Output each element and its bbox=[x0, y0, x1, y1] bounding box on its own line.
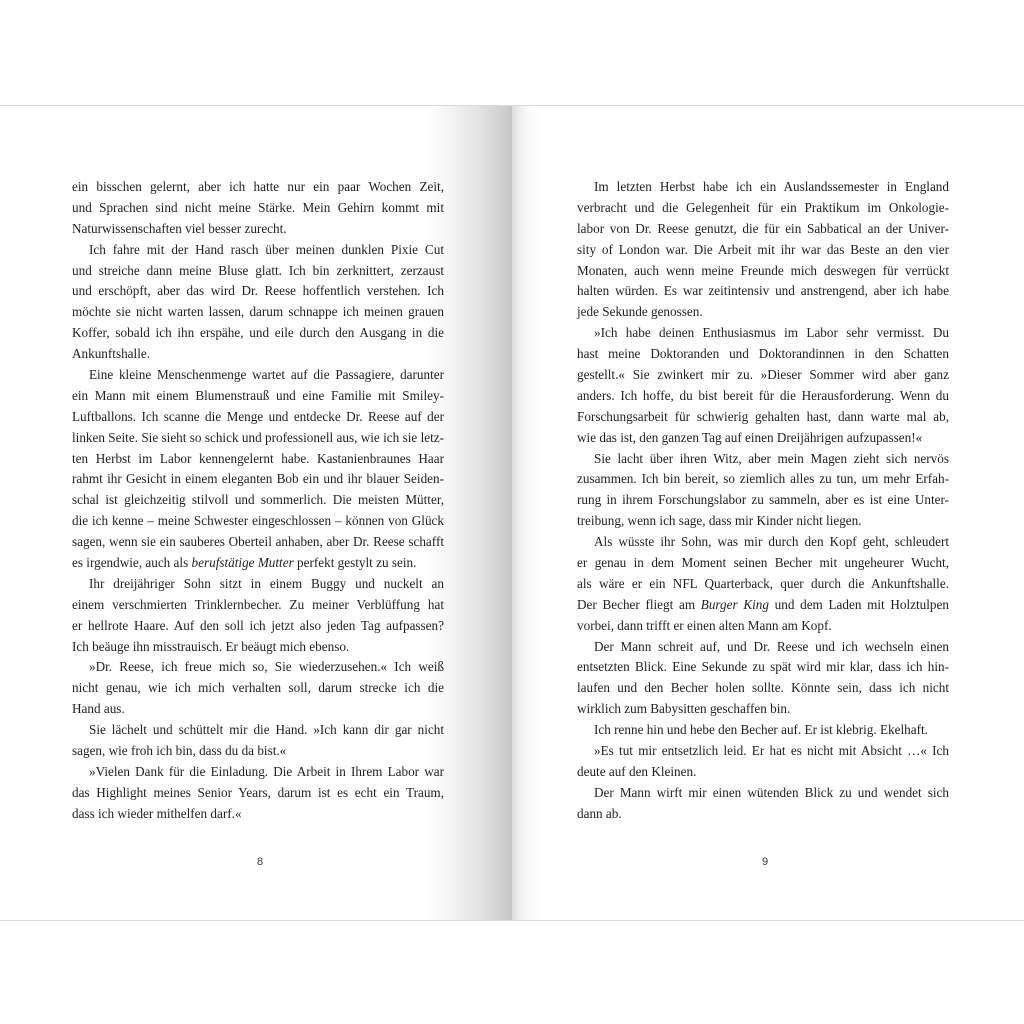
text-line bbox=[577, 720, 949, 741]
text-line bbox=[577, 595, 949, 616]
text-run: sagen, wie froh ich bin, dass du da bist.« bbox=[72, 743, 287, 759]
text-run: entsetzten Blick. Eine Sekunde zu spät wird mir klar, dass ich hin- bbox=[577, 659, 949, 675]
right-page-number: 9 bbox=[761, 856, 769, 868]
text-line bbox=[577, 240, 949, 261]
text-line bbox=[72, 637, 444, 658]
text-line bbox=[577, 281, 949, 302]
text-line bbox=[577, 407, 949, 428]
text-run: perfekt gestylt zu sein. bbox=[293, 555, 417, 571]
text-run: jede Sekunde genossen. bbox=[577, 304, 703, 320]
text-line bbox=[577, 532, 949, 553]
text-run: Ich renne hin und hebe den Becher auf. Er ist klebrig. Ekelhaft. bbox=[594, 722, 928, 738]
text-line bbox=[72, 657, 444, 678]
text-line bbox=[577, 428, 949, 449]
text-run: dann ab. bbox=[577, 805, 622, 821]
text-line bbox=[577, 741, 949, 762]
text-line bbox=[72, 553, 444, 574]
text-line bbox=[577, 365, 949, 386]
text-line bbox=[72, 762, 444, 783]
text-run: anders. Ich hoffe, du bist bereit für die Herausforderung. Wenn du bbox=[577, 387, 949, 403]
text-run: es irgendwie, auch als bbox=[72, 555, 192, 571]
text-line bbox=[72, 532, 444, 553]
text-line bbox=[577, 219, 949, 240]
text-run: Eine kleine Menschenmenge wartet auf die Passagiere, darunter bbox=[89, 367, 444, 383]
text-line bbox=[72, 616, 444, 637]
left-page bbox=[0, 106, 512, 920]
text-line bbox=[577, 783, 949, 804]
text-run: wie das ist, den ganzen Tag auf einen Dreijährigen aufzupassen!« bbox=[577, 429, 923, 445]
text-line bbox=[577, 678, 949, 699]
text-line bbox=[72, 595, 444, 616]
text-run: »Ich habe deinen Enthusiasmus im Labor sehr vermisst. Du bbox=[594, 325, 949, 341]
text-run: Naturwissenschaften viel besser zurecht. bbox=[72, 220, 287, 236]
text-line bbox=[72, 302, 444, 323]
text-line bbox=[72, 240, 444, 261]
text-line bbox=[72, 490, 444, 511]
text-run: hast meine Doktoranden und Doktorandinnen in den Schatten bbox=[577, 346, 949, 362]
text-line bbox=[577, 449, 949, 470]
left-page-text bbox=[72, 177, 444, 825]
text-line bbox=[577, 511, 949, 532]
text-line bbox=[72, 177, 444, 198]
text-run: dass ich wieder mithelfen darf.« bbox=[72, 805, 242, 821]
text-line bbox=[72, 407, 444, 428]
text-line bbox=[577, 553, 949, 574]
text-line bbox=[72, 699, 444, 720]
text-run: schal ist gleichzeitig stilvoll und sommerlich. Die meisten Mütter, bbox=[72, 492, 444, 508]
text-line bbox=[577, 804, 949, 825]
text-run: verbracht und die Gelegenheit für ein Praktikum im Onkologie- bbox=[577, 199, 949, 215]
text-line bbox=[577, 490, 949, 511]
text-run: wirklich zum Babysitten geschaffen bin. bbox=[577, 701, 791, 717]
text-line bbox=[72, 428, 444, 449]
text-run: Ich beäuge ihn misstrauisch. Er beäugt mich ebenso. bbox=[72, 638, 350, 654]
text-line bbox=[577, 657, 949, 678]
text-line bbox=[72, 741, 444, 762]
text-line bbox=[577, 386, 949, 407]
text-run: die ich kenne – meine Schwester eingeschlossen – können von Glück bbox=[72, 513, 444, 529]
text-run: Als wüsste ihr Sohn, was mir durch den Kopf geht, schleudert bbox=[594, 534, 949, 550]
text-line bbox=[72, 678, 444, 699]
text-run: und erschöpft, aber das wird Dr. Reese hoffentlich verstehen. Ich bbox=[72, 283, 444, 299]
text-run: ein Mann mit einem Blumenstrauß und eine Familie mit Smiley- bbox=[72, 387, 444, 403]
text-run: und Sprachen sind nicht meine Stärke. Mein Gehirn kommt mit bbox=[72, 199, 444, 215]
text-run: er hellrote Haare. Auf den soll ich jetzt also jeden Tag aufpassen? bbox=[72, 617, 444, 633]
text-run: labor von Dr. Reese genutzt, die für ein Sabbatical an der Univer- bbox=[577, 220, 949, 236]
text-run: »Es tut mir entsetzlich leid. Er hat es nicht mit Absicht …« Ich bbox=[594, 743, 949, 759]
right-page bbox=[512, 106, 1024, 920]
text-line bbox=[72, 469, 444, 490]
text-run: Hand aus. bbox=[72, 701, 125, 717]
text-run: Der Mann schreit auf, und Dr. Reese und ich wechseln einen bbox=[594, 638, 949, 654]
text-run: und streiche dann meine Bluse glatt. Ich bin zerknittert, zerzaust bbox=[72, 262, 444, 278]
text-line bbox=[577, 574, 949, 595]
text-line bbox=[72, 365, 444, 386]
text-run: Der Becher fliegt am bbox=[577, 596, 701, 612]
text-run: vorbei, dann trifft er einen alten Mann am Kopf. bbox=[577, 617, 832, 633]
text-line bbox=[72, 511, 444, 532]
text-line bbox=[72, 804, 444, 825]
text-line bbox=[577, 699, 949, 720]
text-run: ein bisschen gelernt, aber ich hatte nur ein paar Wochen Zeit, bbox=[72, 179, 444, 194]
text-run: zusammen. Ich bin bereit, so ziemlich alles zu tun, um mehr Erfah- bbox=[577, 471, 949, 487]
text-line bbox=[72, 344, 444, 365]
emphasis-text: berufstätige Mutter bbox=[191, 555, 294, 571]
text-line bbox=[72, 720, 444, 741]
book-spread bbox=[0, 105, 1024, 921]
text-run: sity of London war. Die Arbeit mit ihr war das Beste an den vier bbox=[577, 241, 949, 257]
text-run: Im letzten Herbst habe ich ein Auslandssemester in England bbox=[594, 179, 949, 194]
text-run: Sie lacht über ihren Witz, aber mein Magen zieht sich nervös bbox=[594, 450, 949, 466]
text-line bbox=[72, 449, 444, 470]
text-run: nicht genau, wie ich mich verhalten soll, darum strecke ich die bbox=[72, 680, 444, 696]
text-line bbox=[72, 783, 444, 804]
text-run: Der Mann wirft mir einen wütenden Blick zu und wendet sich bbox=[594, 784, 949, 800]
text-line bbox=[577, 261, 949, 282]
text-run: das Highlight meines Senior Years, darum ist es echt ein Traum, bbox=[72, 784, 444, 800]
text-run: halten würden. Es war zeitintensiv und anstrengend, aber ich habe bbox=[577, 283, 949, 299]
text-run: »Vielen Dank für die Einladung. Die Arbeit in Ihrem Labor war bbox=[89, 763, 444, 779]
text-line bbox=[72, 281, 444, 302]
text-line bbox=[577, 637, 949, 658]
text-run: laufen und den Becher holen sollte. Könnte sein, dass ich nicht bbox=[577, 680, 949, 696]
text-run: möchte sie nicht warten lassen, darum schnappe ich meinen grauen bbox=[72, 304, 444, 320]
text-line bbox=[72, 574, 444, 595]
text-run: rahmt ihr Gesicht in einem eleganten Bob ein und ihr blauer Seiden- bbox=[72, 471, 444, 487]
text-run: Forschungsarbeit für schwierig gehalten hast, dann warte mal ab, bbox=[577, 408, 949, 424]
left-page-number: 8 bbox=[256, 856, 264, 868]
text-run: er genau in dem Moment seinen Becher mit ungeheurer Wucht, bbox=[577, 555, 949, 571]
text-line bbox=[577, 762, 949, 783]
text-line bbox=[72, 261, 444, 282]
text-line bbox=[577, 177, 949, 198]
text-line bbox=[72, 219, 444, 240]
text-run: Monaten, auch wenn meine Freunde mich deswegen für verrückt bbox=[577, 262, 949, 278]
text-run: Ankunftshalle. bbox=[72, 346, 151, 362]
text-run: einem verschmierten Trinklernbecher. Zu meiner Verblüffung hat bbox=[72, 596, 444, 612]
text-line bbox=[577, 616, 949, 637]
text-run: deute auf den Kleinen. bbox=[577, 763, 697, 779]
text-run: Luftballons. Ich scanne die Menge und entdecke Dr. Reese auf der bbox=[72, 408, 444, 424]
text-run: treibung, wenn ich sage, dass mir Kinder nicht liegen. bbox=[577, 513, 862, 529]
text-line bbox=[72, 198, 444, 219]
text-line bbox=[577, 323, 949, 344]
text-run: Sie lächelt und schüttelt mir die Hand. »Ich kann dir gar nicht bbox=[89, 722, 444, 738]
text-run: Ich fahre mit der Hand rasch über meinen dunklen Pixie Cut bbox=[89, 241, 444, 257]
emphasis-text: Burger King bbox=[700, 596, 769, 612]
text-run: Ihr dreijähriger Sohn sitzt in einem Buggy und nuckelt an bbox=[89, 575, 444, 591]
right-page-text bbox=[577, 177, 949, 825]
text-run: linken Seite. Sie sieht so schick und professionell aus, wie ich sie letz- bbox=[72, 429, 444, 445]
text-run: ten Herbst im Labor kennengelernt habe. Kastanienbraunes Haar bbox=[72, 450, 444, 466]
text-line bbox=[577, 302, 949, 323]
text-run: »Dr. Reese, ich freue mich so, Sie wiederzusehen.« Ich weiß bbox=[89, 659, 444, 675]
text-line bbox=[577, 344, 949, 365]
text-line bbox=[72, 386, 444, 407]
text-run: gestellt.« Sie zwinkert mir zu. »Dieser Sommer wird aber ganz bbox=[577, 367, 949, 383]
text-run: Koffer, sobald ich ihn erspähe, und eile durch den Ausgang in die bbox=[72, 325, 444, 341]
text-line bbox=[577, 198, 949, 219]
text-run: sagen, wenn sie ein sauberes Oberteil anhaben, aber Dr. Reese schafft bbox=[72, 534, 444, 550]
text-run: als wäre er ein NFL Quarterback, quer durch die Ankunftshalle. bbox=[577, 575, 949, 591]
text-run: und dem Laden mit Holztulpen bbox=[768, 596, 949, 612]
text-line bbox=[577, 469, 949, 490]
text-run: rung in ihrem Forschungslabor zu sammeln, aber es ist eine Unter- bbox=[577, 492, 949, 508]
text-line bbox=[72, 323, 444, 344]
